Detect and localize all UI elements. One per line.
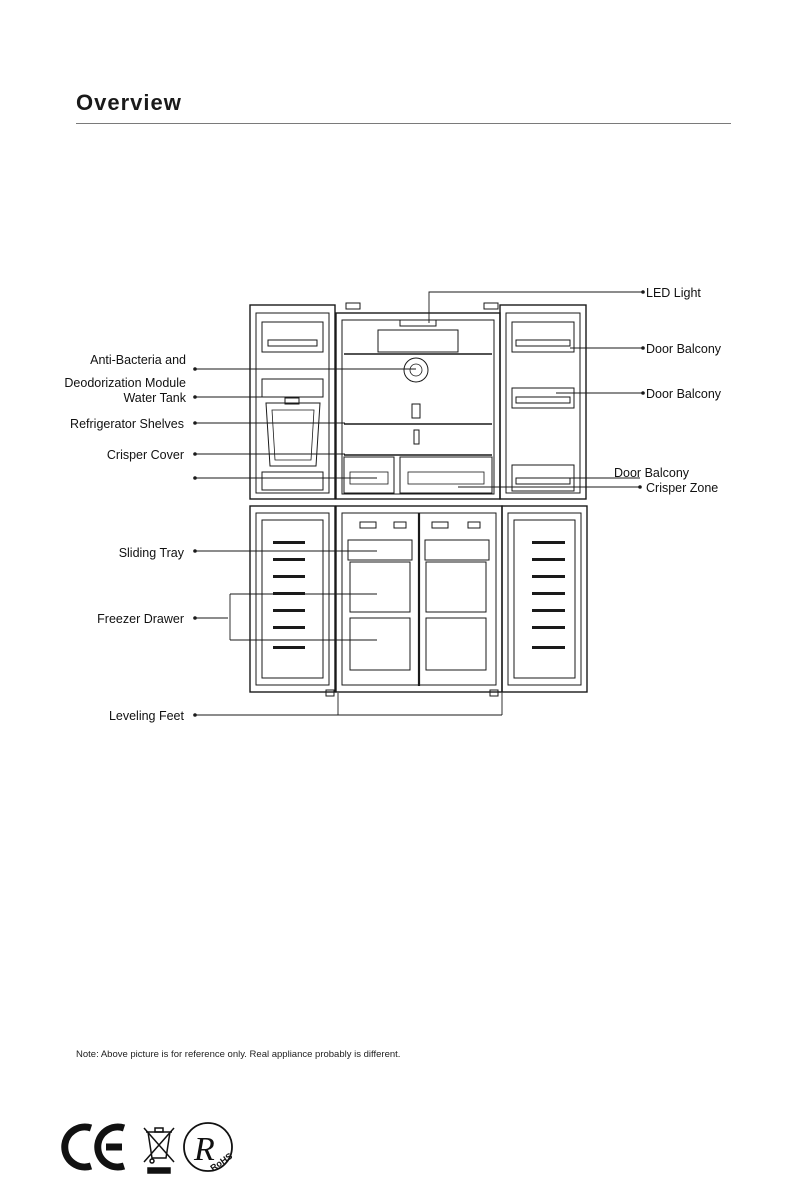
label-freezer-drawer: Freezer Drawer [97,612,184,626]
rohs-mark [184,1123,234,1173]
lower-left-door [250,506,335,692]
fridge-cabinet [336,303,500,499]
label-anti-bacteria-line2: Deodorization Module [64,376,186,390]
rohs-letter: R [194,1131,215,1168]
label-refrigerator-shelves: Refrigerator Shelves [70,417,184,431]
label-door-balcony-2: Door Balcony [646,387,722,401]
rohs-text: RoHS [208,1150,235,1174]
reference-note: Note: Above picture is for reference only. Real appliance probably is different. [76,1049,401,1060]
label-water-tank: Water Tank [123,391,186,405]
freezer-cabinet [336,506,502,692]
lower-left-door-bins [273,541,305,649]
label-sliding-tray: Sliding Tray [118,546,184,560]
certification-marks [60,1118,260,1180]
label-crisper-cover: Crisper Cover [106,448,184,462]
upper-left-door [250,305,335,499]
label-leveling-feet: Leveling Feet [108,709,184,723]
page-title: Overview [76,90,182,115]
ce-mark [65,1127,124,1167]
label-led-light: LED Light [646,286,701,300]
crossed-out-wheeled-bin-icon [144,1128,174,1173]
label-crisper-zone: Crisper Zone [646,481,719,495]
lower-right-door-bins [532,541,565,649]
label-anti-bacteria-line1: Anti-Bacteria and [90,353,186,367]
upper-right-door [500,305,586,499]
lower-right-door [502,506,587,692]
label-door-balcony-3: Door Balcony [614,466,690,480]
label-door-balcony-1: Door Balcony [646,342,722,356]
leveling-feet-drawing [326,690,498,696]
